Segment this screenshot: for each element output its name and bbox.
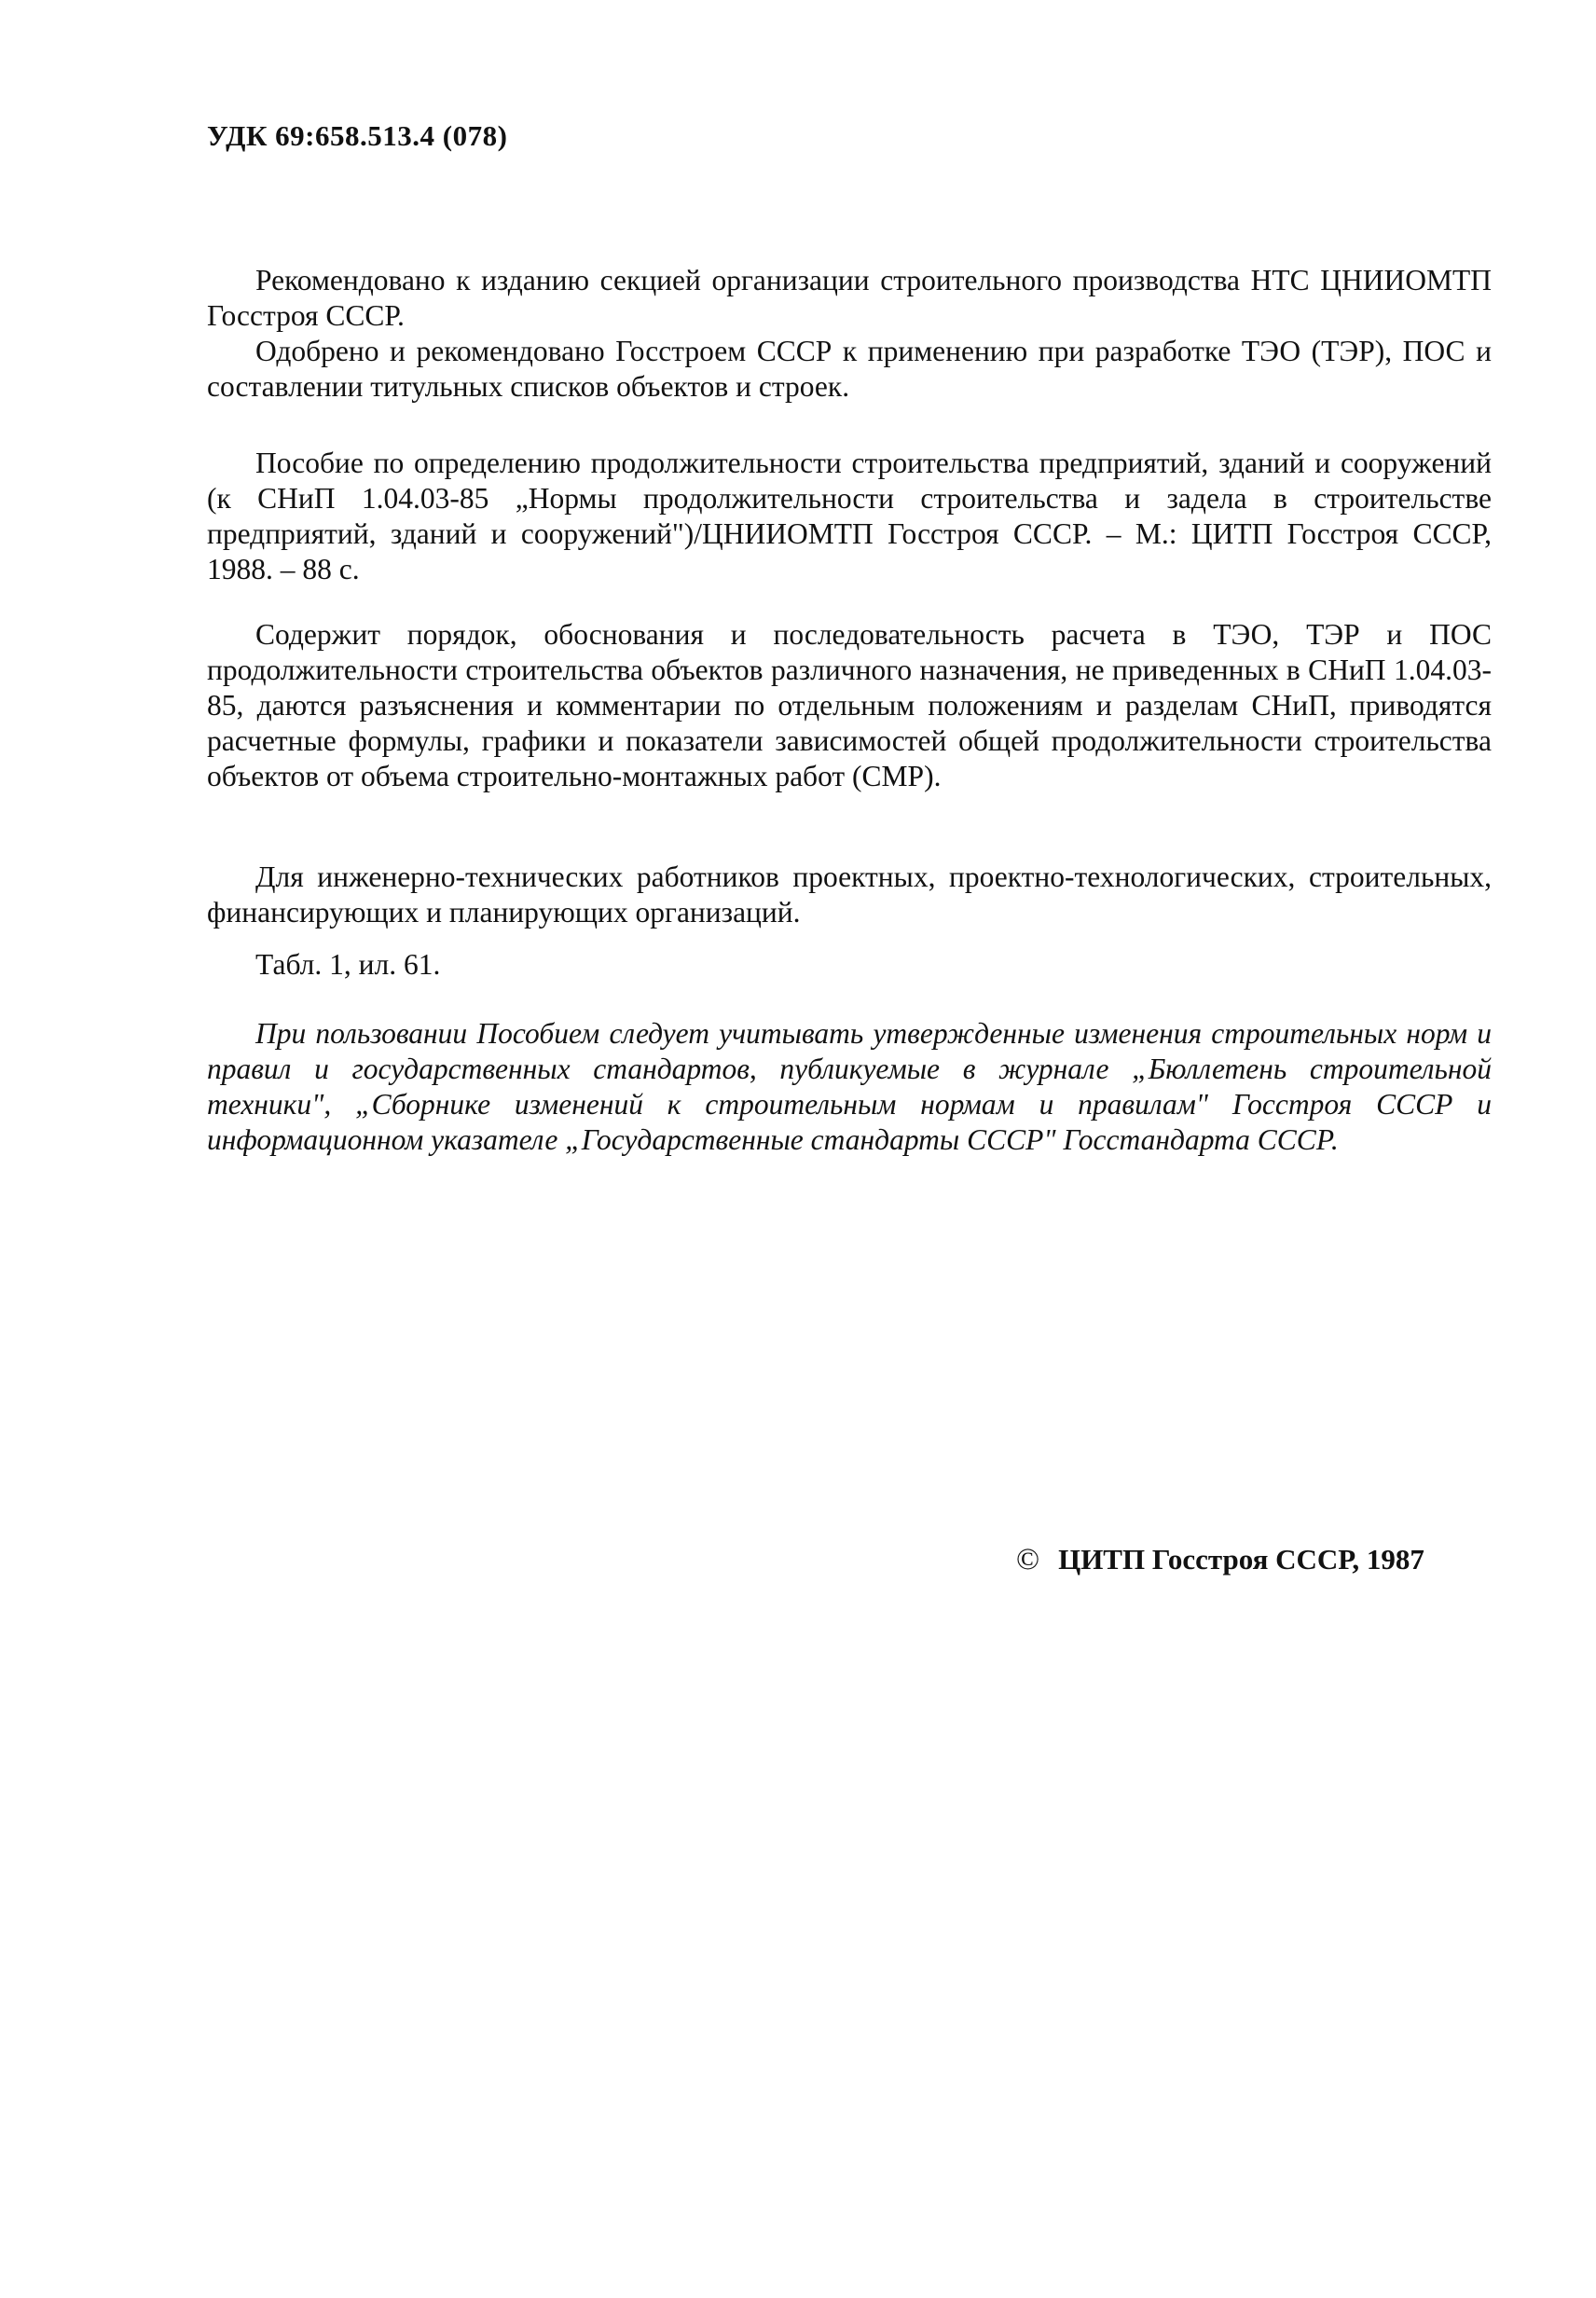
recommendation-text: Рекомендовано к изданию секцией организации строительного производства НТС ЦНИИОМТП Госстроя СССР. — [207, 264, 1492, 332]
tables-illustrations-block — [207, 947, 1492, 983]
bibliographic-citation-block — [207, 446, 1492, 587]
copyright-line — [1016, 1543, 1424, 1577]
audience-text: Для инженерно-технических работников проектных, проектно-технологических, строительных, финансирующих и планирующих организаций. — [207, 860, 1492, 929]
copyright-icon: © — [1016, 1543, 1040, 1576]
approval-text: Одобрено и рекомендовано Госстроем СССР к применению при разработке ТЭО (ТЭР), ПОС и составлении титульных списков объектов и строек. — [207, 335, 1492, 403]
audience-block — [207, 860, 1492, 930]
usage-note-block — [207, 1016, 1492, 1158]
annotation-block — [207, 617, 1492, 794]
udk-code: УДК 69:658.513.4 (078) — [207, 119, 508, 152]
recommendation-block — [207, 263, 1492, 405]
copyright-text: ЦИТП Госстроя СССР, 1987 — [1058, 1543, 1424, 1576]
tables-illustrations-count: Табл. 1, ил. 61. — [255, 948, 441, 981]
annotation-text: Содержит порядок, обоснования и последовательность расчета в ТЭО, ТЭР и ПОС продолжительности строительства объектов различного назначения, не приведенных в СНиП 1.04.03-85, даются разъяснения и комментарии по отдельным положениям и разделам СНиП, приводятся расчетные формулы, графики и показатели зависимостей общей продолжительности строительства объектов от объема строительно-монтажных работ (СМР). — [207, 618, 1492, 792]
usage-note-text: При пользовании Пособием следует учитывать утвержденные изменения строительных норм и правил и государственных стандартов, публикуемые в журнале „Бюллетень строительной техники", „Сборнике изменений к строительным нормам и правилам" Госстроя СССР и информационном указателе „Государственные стандарты СССР" Госстандарта СССР. — [207, 1017, 1492, 1156]
bibliographic-citation: Пособие по определению продолжительности строительства предприятий, зданий и сооружений (к СНиП 1.04.03-85 „Нормы продолжительности строительства и задела в строительстве предприятий, зданий и сооружений")/ЦНИИОМТП Госстроя СССР. – М.: ЦИТП Госстроя СССР, 1988. – 88 с. — [207, 447, 1492, 585]
